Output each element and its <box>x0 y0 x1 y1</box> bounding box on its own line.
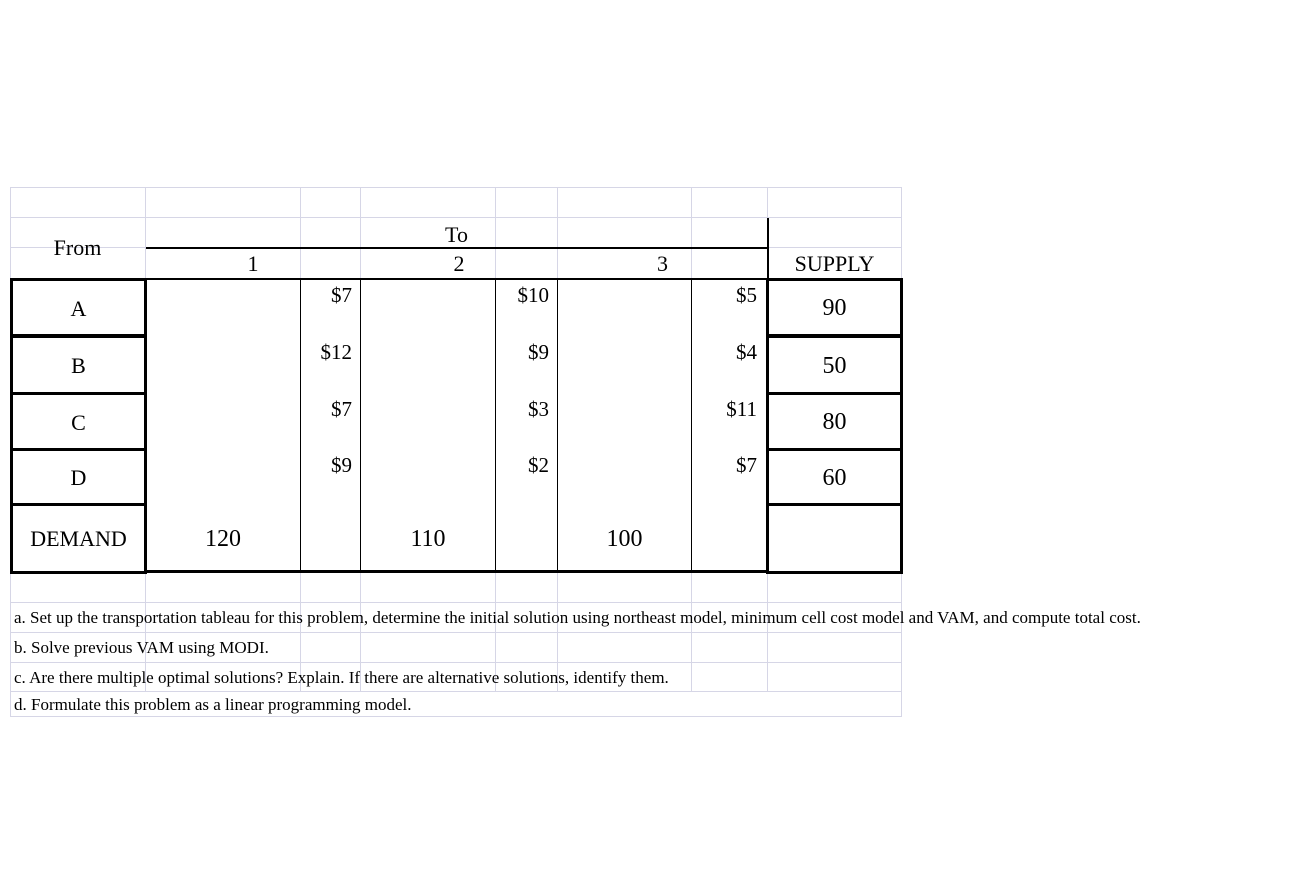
source-label-b: B <box>71 353 86 378</box>
destination-2-label: 2 <box>453 251 465 276</box>
cost-c-2: $3 <box>528 397 549 421</box>
cost-b-2: $9 <box>528 340 549 364</box>
cost-c-1: $7 <box>331 397 352 421</box>
supply-value-c: 80 <box>822 409 847 435</box>
table-row <box>145 278 768 337</box>
grid-line <box>10 716 902 717</box>
to-header: To <box>445 222 468 247</box>
supply-value-b: 50 <box>822 353 847 379</box>
cost-a-1: $7 <box>331 283 352 307</box>
grid-line <box>10 662 902 663</box>
total-cell <box>766 503 903 574</box>
destination-3-label: 3 <box>657 251 668 276</box>
question-c: c. Are there multiple optimal solutions? Explain. If there are alternative solutions, identify them. <box>14 668 669 687</box>
from-header: From <box>53 235 102 260</box>
demand-label: DEMAND <box>30 526 127 551</box>
column-divider <box>300 278 301 572</box>
supply-value-a: 90 <box>822 295 847 321</box>
cost-b-1: $12 <box>320 340 352 364</box>
source-label-c: C <box>71 410 86 435</box>
supply-value-d: 60 <box>822 465 847 491</box>
to-underline <box>146 247 768 249</box>
cost-b-3: $4 <box>736 340 757 364</box>
supply-header: SUPPLY <box>794 251 875 276</box>
demand-value-3: 100 <box>606 526 643 552</box>
question-a: a. Set up the transportation tableau for this problem, determine the initial solution using northeast model, minimum cell cost model and VAM, and compute total cost. <box>14 608 1141 627</box>
cost-a-3: $5 <box>736 283 757 307</box>
source-label-a: A <box>70 296 87 321</box>
demand-value-2: 110 <box>410 526 446 552</box>
cost-a-2: $10 <box>517 283 549 307</box>
grid-line <box>10 691 902 692</box>
column-divider <box>495 278 496 572</box>
table-row <box>145 449 768 505</box>
question-d: d. Formulate this problem as a linear programming model. <box>14 695 412 714</box>
question-b: b. Solve previous VAM using MODI. <box>14 638 269 657</box>
source-label-d: D <box>70 465 87 490</box>
table-row <box>145 393 768 450</box>
grid-line <box>10 632 902 633</box>
column-divider <box>691 278 692 572</box>
grid-line <box>10 602 902 603</box>
destination-1-label: 1 <box>247 251 259 276</box>
cost-d-1: $9 <box>331 453 352 477</box>
grid-line <box>10 187 902 188</box>
cost-d-2: $2 <box>528 453 549 477</box>
cost-c-3: $11 <box>726 397 757 421</box>
table-row <box>145 336 768 394</box>
cost-d-3: $7 <box>736 453 757 477</box>
demand-value-1: 120 <box>205 526 241 552</box>
